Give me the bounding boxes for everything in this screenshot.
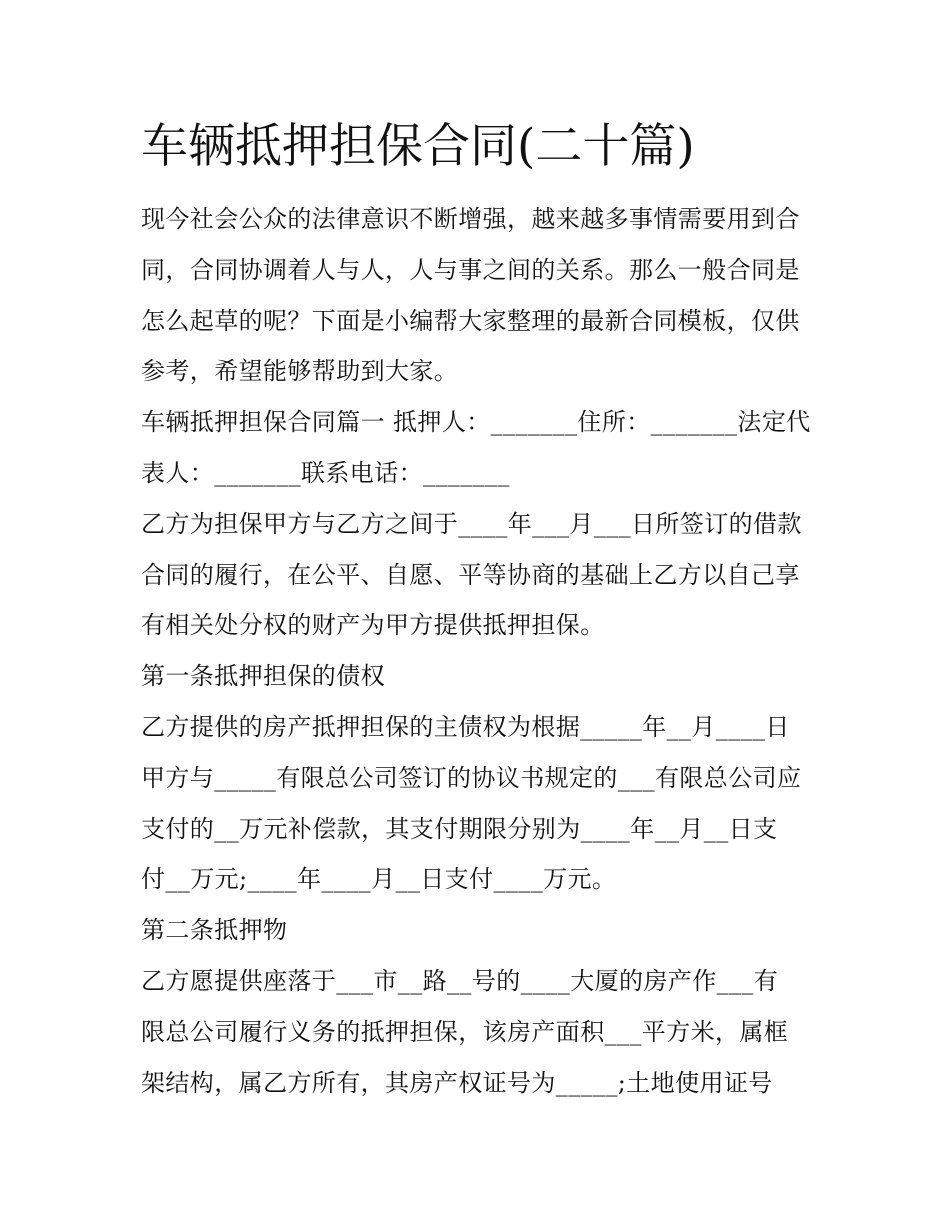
text-line: 参考，希望能够帮助到大家。 xyxy=(141,357,459,386)
text-line: 限总公司履行义务的抵押担保，该房产面积___平方米，属框 xyxy=(141,1017,789,1046)
text-line: 同，合同协调着人与人，人与事之间的关系。那么一般合同是 xyxy=(141,255,800,284)
text-line: 有相关处分权的财产为甲方提供抵押担保。 xyxy=(141,611,605,640)
text-line: 架结构，属乙方所有，其房产权证号为_____;土地使用证号 xyxy=(141,1068,773,1097)
text-line: 怎么起草的呢？下面是小编帮大家整理的最新合同模板，仅供 xyxy=(141,306,800,335)
text-line: 合同的履行，在公平、自愿、平等协商的基础上乙方以自己享 xyxy=(141,560,800,589)
text-line: 表人：_______联系电话：_______ xyxy=(141,458,510,487)
document-body xyxy=(141,194,831,1108)
document-page xyxy=(141,114,831,1108)
text-line: 付__万元;____年____月__日支付____万元。 xyxy=(141,865,617,894)
text-line: 乙方为担保甲方与乙方之间于____年___月___日所签订的借款 xyxy=(141,509,802,538)
text-line: 乙方提供的房产抵押担保的主债权为根据_____年__月____日 xyxy=(141,712,790,741)
document-title: 车辆抵押担保合同(二十篇) xyxy=(141,119,695,174)
section-heading: 第一条抵押担保的债权 xyxy=(141,662,385,691)
text-line: 车辆抵押担保合同篇一 抵押人：_______住所：_______法定代 xyxy=(141,408,811,437)
text-line: 甲方与_____有限总公司签订的协议书规定的___有限总公司应 xyxy=(141,763,802,792)
section-heading: 第二条抵押物 xyxy=(141,916,288,945)
text-line: 支付的__万元补偿款，其支付期限分别为____年__月__日支 xyxy=(141,814,778,843)
text-line: 现今社会公众的法律意识不断增强，越来越多事情需要用到合 xyxy=(141,205,800,233)
text-line: 乙方愿提供座落于___市__路__号的____大厦的房产作___有 xyxy=(141,966,779,995)
